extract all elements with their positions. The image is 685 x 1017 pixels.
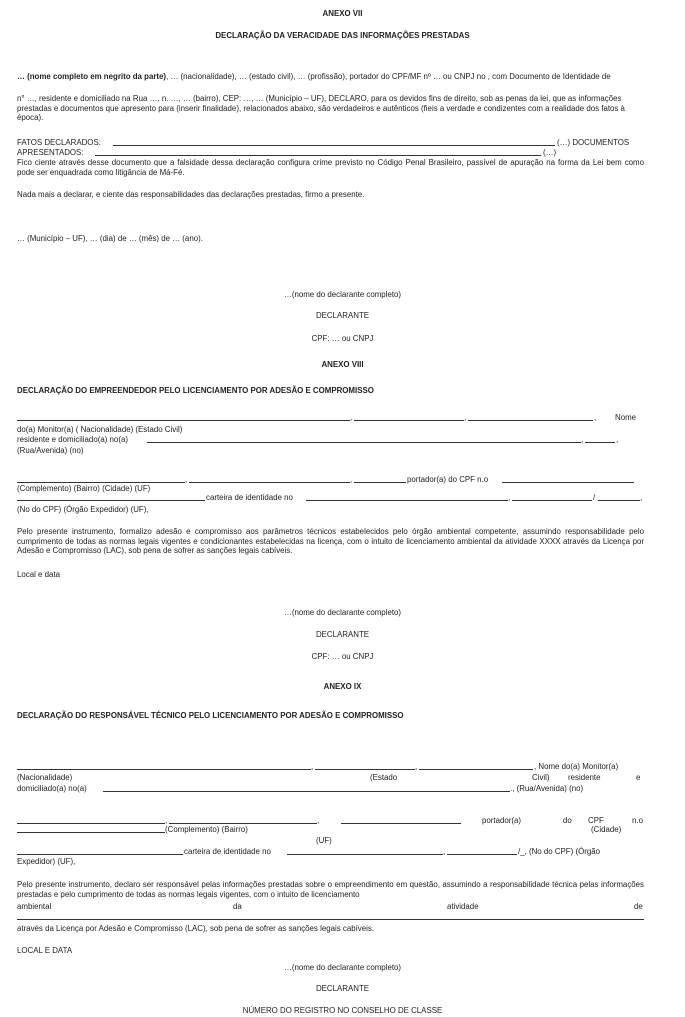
- fatos-declarados-line[interactable]: [113, 145, 555, 146]
- apresentados-end: (…): [543, 148, 557, 157]
- a8-uf-line[interactable]: [598, 500, 640, 501]
- anexo-ix-title: DECLARAÇÃO DO RESPONSÁVEL TÉCNICO PELO LICENCIAMENTO POR ADESÃO E COMPROMISSO: [17, 711, 404, 720]
- a8-comma: ,: [616, 435, 619, 444]
- a9-address-line[interactable]: [103, 791, 510, 792]
- a8-cpf-line[interactable]: [502, 482, 634, 483]
- a8-complemento-label: (Complemento) (Bairro) (Cidade) (UF): [17, 484, 151, 493]
- a8-cidade-line[interactable]: [354, 482, 406, 483]
- a8-name-line[interactable]: [17, 420, 350, 421]
- a9-cidade-label: (Cidade): [591, 825, 622, 834]
- anexo-viii-sig-doc: CPF: … ou CNPJ: [311, 652, 374, 661]
- a8-ci-line[interactable]: [306, 500, 508, 501]
- a8-comma: ,: [464, 413, 467, 422]
- a8-comma: ,: [185, 475, 188, 484]
- party-name-placeholder: … (nome completo em negrito da parte): [17, 72, 167, 81]
- anexo-ix-local-data: LOCAL E DATA: [17, 946, 73, 955]
- apresentados-label: APRESENTADOS:: [17, 148, 84, 157]
- a8-comma: ,: [508, 493, 511, 502]
- a9-comma: ,: [311, 762, 314, 771]
- a9-da: da: [233, 902, 242, 911]
- a8-slash: /: [593, 493, 596, 502]
- a8-cpf-number-line[interactable]: [17, 500, 205, 501]
- anexo-ix-body-end: através da Licença por Adesão e Compromisso (LAC), sob pena de sofrer as sanções legais cabíveis.: [17, 924, 375, 933]
- a8-bairro-line[interactable]: [189, 482, 350, 483]
- a8-address-line[interactable]: [147, 442, 581, 443]
- a8-comma: ,: [350, 413, 353, 422]
- a8-comma: ,: [640, 493, 643, 502]
- fatos-declarados-label: FATOS DECLARADOS:: [17, 138, 101, 147]
- a9-de: de: [634, 902, 643, 911]
- a9-field-line[interactable]: [419, 769, 533, 770]
- a9-portador: portador(a): [482, 816, 522, 825]
- anexo-vii-sig-doc: CPF: … ou CNPJ: [311, 334, 374, 343]
- a8-orgao-line[interactable]: [512, 500, 592, 501]
- anexo-viii-sig-name: …(nome do declarante completo): [283, 608, 402, 617]
- a9-no: n.o: [632, 816, 643, 825]
- anexo-viii-local-data: Local e data: [17, 570, 60, 579]
- a9-civil: Civil): [532, 773, 550, 782]
- a8-number-line[interactable]: [585, 442, 615, 443]
- a9-residente: residente: [568, 773, 601, 782]
- anexo-ix-body: Pelo presente instrumento, declaro ser responsável pelas informações prestadas sobre o empreendimento em questão, assumindo a responsabilidade técnica pelas informações prestadas e pelo cumprimento de todas as normas legais vigentes, com o intuito de licenciamento: [17, 880, 644, 899]
- anexo-viii-sig-role: DECLARANTE: [315, 630, 370, 639]
- a9-comma: ,: [165, 816, 168, 825]
- a8-field-line[interactable]: [468, 420, 593, 421]
- a8-residente-label: residente e domiciliado(a) no(a): [17, 435, 128, 444]
- a9-cpf-line[interactable]: [17, 832, 165, 833]
- a9-cpf-number-line[interactable]: [17, 854, 183, 855]
- a9-ci-end: /_, (No do CPF) (Órgão: [518, 847, 601, 856]
- a9-do: do: [563, 816, 572, 825]
- anexo-vii-declaration: n° …, residente e domiciliado na Rua …, n. …, … (bairro), CEP: …, … (Município – UF), DECLARO, para os devidos fins de direito, sob as penas da lei, que as informações prestadas e documentos que apresento para (inserir finalidade), relacionados abaixo, são verdadeiros e autênticos (fieis a verdade e condizentes com a realidade dos fatos à época).: [17, 94, 625, 123]
- a8-comma: ,: [350, 475, 353, 484]
- a8-field-line[interactable]: [354, 420, 464, 421]
- anexo-viii-title: DECLARAÇÃO DO EMPREENDEDOR PELO LICENCIAMENTO POR ADESÃO E COMPROMISSO: [17, 386, 374, 395]
- a9-cpf: CPF: [588, 816, 604, 825]
- anexo-ix-heading: ANEXO IX: [323, 682, 362, 691]
- anexo-ix-sig-reg: NÚMERO DO REGISTRO NO CONSELHO DE CLASSE: [242, 1006, 443, 1015]
- a8-monitor-label: do(a) Monitor(a) ( Nacionalidade) (Estado Civil): [17, 425, 183, 434]
- a9-orgao-line[interactable]: [447, 854, 517, 855]
- a8-cpf-orgao-label: (No do CPF) (Órgão Expedidor) (UF),: [17, 505, 149, 514]
- a9-rua: ., (Rua/Avenida) (no): [510, 784, 584, 793]
- a8-comma: ,: [581, 435, 584, 444]
- anexo-vii-title: DECLARAÇÃO DA VERACIDADE DAS INFORMAÇÕES PRESTADAS: [215, 31, 470, 40]
- a9-atividade: atividade: [447, 902, 479, 911]
- a8-cpf-label: portador(a) do CPF n.o: [407, 475, 489, 484]
- a9-comma: ,: [443, 847, 446, 856]
- a9-field-line[interactable]: [315, 769, 415, 770]
- a8-ci-label: carteira de identidade no: [206, 493, 293, 502]
- party-details: , … (nacionalidade), … (estado civil), … (profissão), portador do CPF/MF nº … ou CNPJ no , com Documento de Identidade de: [166, 72, 611, 81]
- a9-nacionalidade: (Nacionalidade): [17, 773, 73, 782]
- anexo-vii-identification: [17, 72, 644, 82]
- a9-ambiental: ambiental: [17, 902, 52, 911]
- a9-domiciliado: domiciliado(a) no(a): [17, 784, 87, 793]
- a9-estado: (Estado: [370, 773, 398, 782]
- anexo-vii-nada-mais: Nada mais a declarar, e ciente das responsabilidades das declarações prestadas, firmo a presente.: [17, 190, 365, 199]
- anexo-vii-local-data: … (Município – UF), … (dia) de … (mês) de … (ano).: [17, 234, 203, 243]
- anexo-viii-body: Pelo presente instrumento, formalizo adesão e compromisso aos parâmetros técnicos estabelecidos pelo órgão ambiental competente, assumindo responsabilidade pelo cumprimento de todas as normas legais vigentes e condicionantes estabelecidas na licença, com o intuito de licenciamento ambiental da atividade XXXX através da Licença por Adesão e Compromisso (LAC), sob pena de sofrer as sanções legais cabíveis.: [17, 527, 644, 556]
- anexo-vii-sig-name: …(nome do declarante completo): [283, 290, 402, 299]
- a9-ci-line[interactable]: [287, 854, 443, 855]
- a9-expedidor: Expedidor) (UF),: [17, 857, 76, 866]
- anexo-vii-ciente: Fico ciente através desse documento que a falsidade dessa declaração configura crime previsto no Código Penal Brasileiro, passível de apuração na forma da Lei bem como pode ser enquadrada como litigância de Má-Fé.: [17, 158, 644, 177]
- a9-cidade-line[interactable]: [341, 823, 461, 824]
- anexo-vii-heading: ANEXO VII: [322, 9, 363, 18]
- apresentados-line[interactable]: [95, 155, 541, 156]
- a9-nome-monitor-label: , Nome do(a) Monitor(a): [534, 762, 619, 771]
- a9-bairro-line[interactable]: [169, 823, 317, 824]
- a9-name-line[interactable]: [17, 769, 311, 770]
- a9-comma: ,: [415, 762, 418, 771]
- a9-complemento-label: (Complemento) (Bairro): [165, 825, 248, 834]
- anexo-ix-sig-name: …(nome do declarante completo): [283, 963, 402, 972]
- documentos-label: (…) DOCUMENTOS: [557, 138, 630, 147]
- a9-uf-label: (UF): [316, 836, 332, 845]
- anexo-vii-sig-role: DECLARANTE: [315, 311, 370, 320]
- a9-e: e: [636, 773, 641, 782]
- a9-ci-label: carteira de identidade no: [184, 847, 271, 856]
- a8-nome-label: Nome: [615, 413, 637, 422]
- a9-comma: ,: [317, 816, 320, 825]
- a8-complement-line[interactable]: [17, 482, 185, 483]
- anexo-ix-sig-role: DECLARANTE: [315, 984, 370, 993]
- a9-atividade-line[interactable]: [17, 919, 644, 920]
- a8-rua-label: (Rua/Avenida) (no): [17, 446, 84, 455]
- a9-complement-line[interactable]: [17, 823, 165, 824]
- a8-comma: ,: [594, 413, 597, 422]
- anexo-viii-heading: ANEXO VIII: [321, 360, 364, 369]
